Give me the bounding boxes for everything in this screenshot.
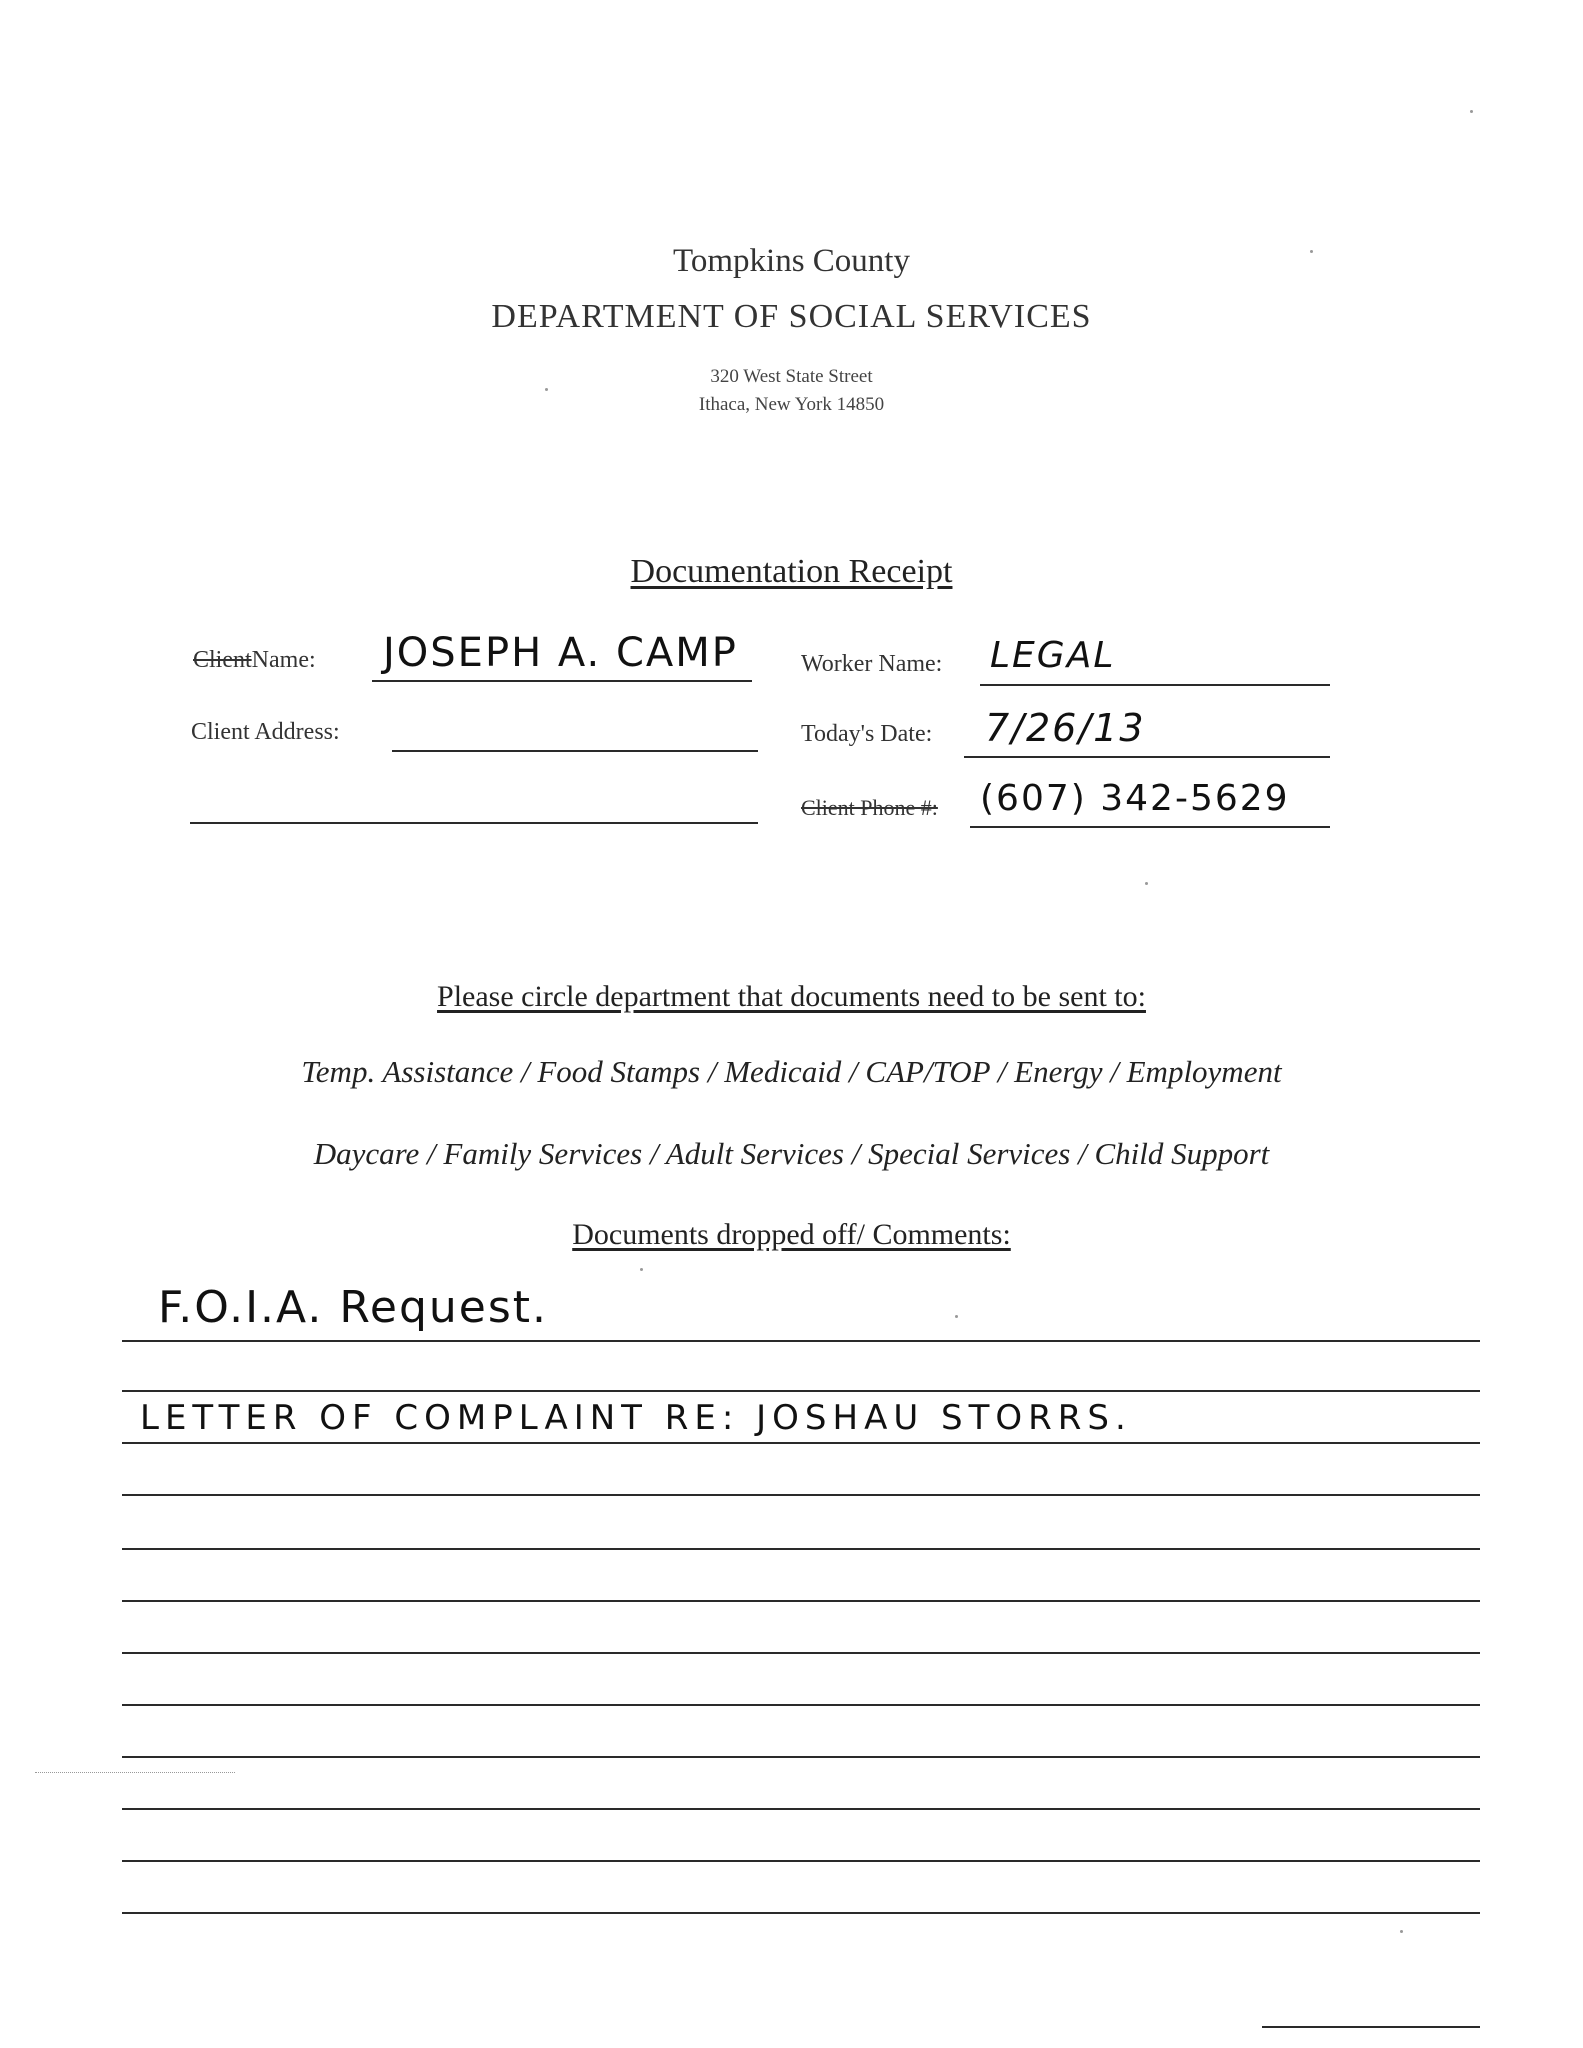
scan-speck (640, 1268, 643, 1271)
comment-line (122, 1756, 1480, 1758)
phone-value: (607) 342-5629 (980, 778, 1290, 819)
comment-line (122, 1340, 1480, 1342)
scan-speck (1310, 250, 1313, 253)
worker-name-label: Worker Name: (801, 651, 943, 677)
name-label-struck: Client (193, 647, 252, 673)
name-line (372, 680, 752, 682)
phone-label: Client Phone #: (801, 795, 938, 820)
department-instruction: Please circle department that documents need to be sent to: (437, 980, 1146, 1013)
address-line-1 (392, 750, 758, 752)
worker-name-line (980, 684, 1330, 686)
name-label-text: Name: (251, 647, 316, 673)
name-label (193, 647, 316, 674)
comment-entry-1: F.O.I.A. Request. (158, 1282, 549, 1333)
department-row-1: Temp. Assistance / Food Stamps / Medicaid / CAP/TOP / Energy / Employment (301, 1054, 1282, 1089)
phone-line (970, 826, 1330, 828)
comment-line (122, 1390, 1480, 1392)
date-label: Today's Date: (801, 721, 933, 747)
comment-line (122, 1912, 1480, 1914)
city-address: Ithaca, New York 14850 (698, 394, 885, 415)
comment-line (122, 1704, 1480, 1706)
department-row-2: Daycare / Family Services / Adult Services / Special Services / Child Support (313, 1136, 1270, 1171)
comment-line (122, 1494, 1480, 1496)
bottom-line (1262, 2026, 1480, 2028)
worker-name-value: LEGAL (990, 635, 1116, 676)
comment-line (122, 1860, 1480, 1862)
comment-line (122, 1600, 1480, 1602)
comment-line (122, 1808, 1480, 1810)
client-address-label: Client Address: (191, 719, 340, 745)
scan-speck (1145, 882, 1148, 885)
comment-line (122, 1652, 1480, 1654)
scan-speck (545, 388, 548, 391)
scan-speck (955, 1315, 958, 1318)
client-name-value: JOSEPH A. CAMP (383, 630, 738, 676)
comment-entry-2: LETTER OF COMPLAINT RE: JOSHAU STORRS. (140, 1398, 1132, 1438)
form-title: Documentation Receipt (630, 553, 953, 590)
date-value: 7/26/13 (985, 706, 1146, 750)
comment-line (122, 1548, 1480, 1550)
scan-artifact-line (35, 1772, 235, 1773)
scan-speck (1470, 110, 1473, 113)
comment-line (122, 1442, 1480, 1444)
comments-heading: Documents dropped off/ Comments: (572, 1218, 1011, 1251)
scan-speck (1400, 1930, 1403, 1933)
date-line (964, 756, 1330, 758)
county-name: Tompkins County (673, 243, 910, 279)
street-address: 320 West State Street (710, 366, 873, 387)
address-line-2 (190, 822, 758, 824)
department-name: DEPARTMENT OF SOCIAL SERVICES (491, 298, 1092, 335)
